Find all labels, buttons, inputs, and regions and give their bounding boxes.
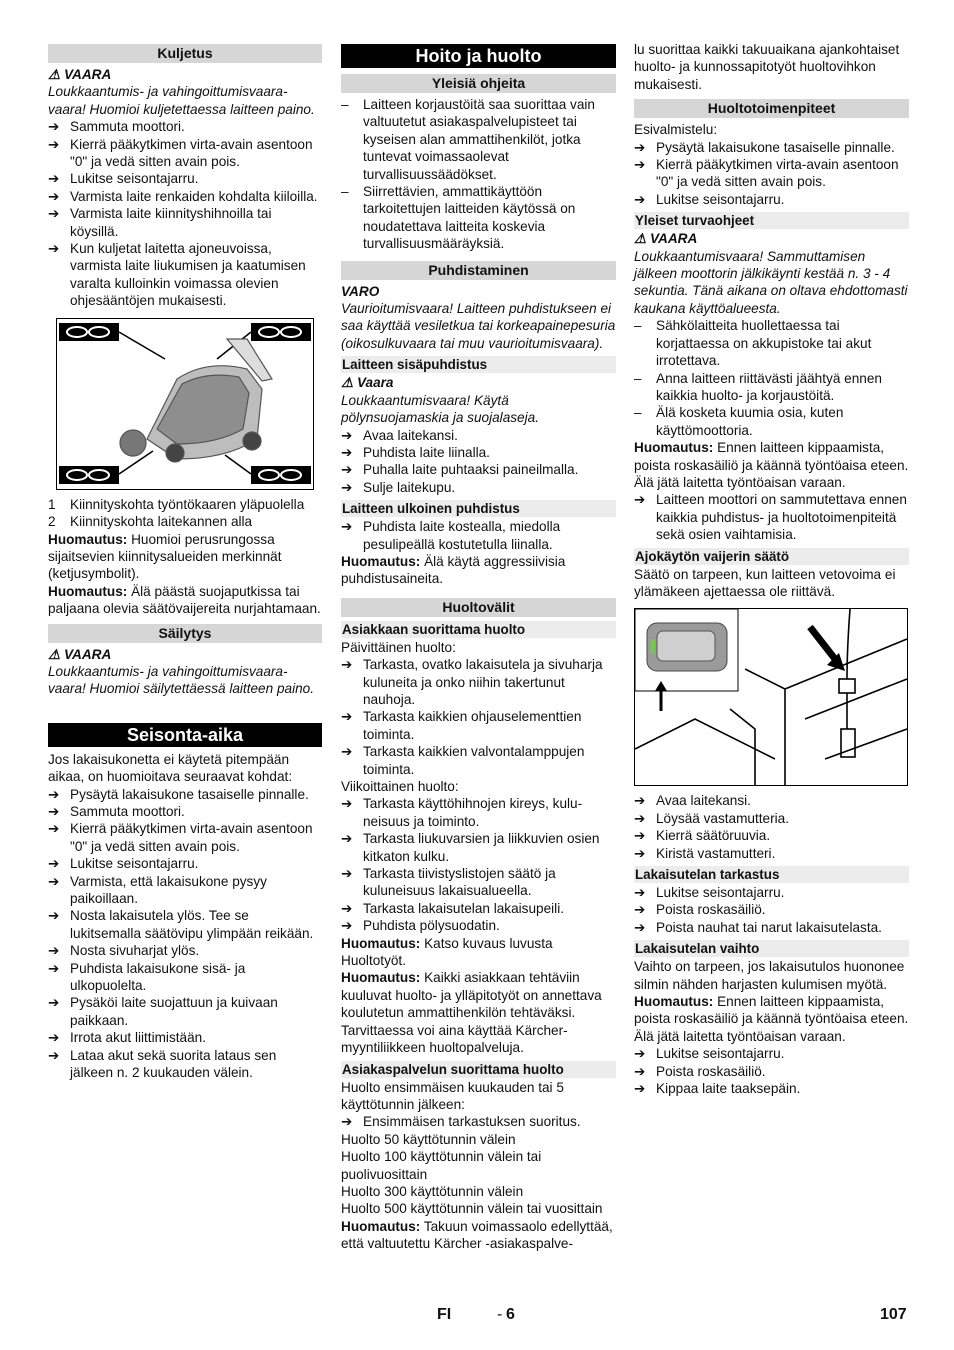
list-item: ➔ Ensimmäisen tarkastuksen suoritus. [341, 1114, 581, 1130]
list-item: ➔ Poista nauhat tai narut lakaisutelasta. [634, 919, 882, 935]
arrow-right-icon: ➔ [341, 1114, 353, 1130]
arrow-right-icon: ➔ [634, 139, 646, 155]
heading-sailytys: Säilytys [48, 624, 322, 643]
arrow-right-icon: ➔ [48, 786, 60, 802]
sweeper-tiedown-illustration [57, 319, 313, 489]
list-item: – Älä kosketa kuumia osia, kuten käyttömoottoria. [634, 405, 844, 438]
warning-text: Loukkaantumis- ja vahingoittumisvaara-vaara! Huomioi kuljetettaessa laitteen paino. [48, 84, 315, 117]
arrow-right-icon: ➔ [341, 444, 353, 460]
arrow-right-icon: ➔ [634, 191, 646, 207]
list-item: ➔ Lukitse seisontajarru. [634, 191, 785, 207]
ajokaytto-steps [634, 792, 909, 862]
list-item: – Anna laitteen riittävästi jäähtyä ennen kaikkia huolto- ja korjaustöitä. [634, 370, 882, 403]
list-item: ➔ Nosta lakaisutela ylös. Tee se lukitsemalla säätövipu ylimpään reikään. [48, 908, 314, 941]
warning-text: Loukkaantumisvaara! Käytä pölynsuojamaskia ja suojalaseja. [341, 392, 539, 426]
palvelu-intro: Huolto ensimmäisen kuukauden tai 5 käyttötunnin jälkeen: [341, 1079, 564, 1112]
arrow-right-icon: ➔ [634, 793, 646, 809]
list-item: ➔ Lukitse seisontajarru. [48, 856, 199, 872]
arrow-right-icon: ➔ [634, 492, 646, 508]
figure-legend [48, 496, 322, 531]
list-item: Huolto 100 käyttötunnin välein tai puolivuosittain [341, 1149, 542, 1182]
heading-kuljetus: Kuljetus [48, 44, 322, 63]
arrow-right-icon: ➔ [634, 810, 646, 826]
heading-ulkoinen-puhdistus: Laitteen ulkoinen puhdistus [341, 500, 616, 517]
list-item: ➔ Löysää vastamutteria. [634, 810, 789, 826]
legend-item: 2 Kiinnityskohta laitekannen alla [48, 514, 253, 530]
arrow-right-icon: ➔ [48, 943, 60, 959]
note: Huomautus: Älä päästä suojaputkissa tai paljaana olevia säätövaijereita nurjahtamaan. [48, 583, 321, 617]
seisonta-steps [48, 786, 322, 1082]
column-left [48, 38, 322, 1081]
list-item: ➔ Avaa laitekansi. [341, 427, 458, 443]
heading-asiakkaan-huolto: Asiakkaan suorittama huolto [341, 621, 616, 638]
heading-hoito-ja-huolto: Hoito ja huolto [341, 44, 616, 68]
list-item: ➔ Puhdista laite kostealla, miedolla pesulipeällä kostutetulla liinalla. [341, 519, 561, 552]
list-item: ➔ Kierrä pääkytkimen virta-avain asentoon "0" ja vedä sitten avain pois. [48, 821, 313, 854]
arrow-right-icon: ➔ [341, 796, 353, 812]
list-item: Huolto 50 käyttötunnin välein [341, 1131, 516, 1147]
heading-yleisia-ohjeita: Yleisiä ohjeita [341, 74, 616, 93]
heading-puhdistaminen: Puhdistaminen [341, 261, 616, 280]
cable-adjust-figure [634, 608, 908, 786]
arrow-right-icon: ➔ [48, 171, 60, 187]
arrow-right-icon: ➔ [341, 519, 353, 535]
list-item: ➔ Nosta sivuharjat ylös. [48, 943, 200, 959]
arrow-right-icon: ➔ [341, 657, 353, 673]
list-item: ➔ Lataa akut sekä suorita lataus sen jälkeen n. 2 kuukauden välein. [48, 1047, 277, 1081]
arrow-right-icon: ➔ [634, 885, 646, 900]
list-item: ➔ Laitteen moottori on sammutettava ennen kaikkia puhdistus- ja huoltotoimenpiteitä sekä osien vaihtamisia. [634, 492, 907, 543]
vaihto-text: Vaihto on tarpeen, jos lakaisutulos huononee silmin nähden harjasten kulumisen myötä. [634, 959, 905, 992]
list-item: Huolto 500 käyttötunnin välein tai vuosittain [341, 1201, 603, 1217]
heading-asiakaspalvelun-huolto: Asiakaspalvelun suorittama huolto [341, 1061, 616, 1078]
arrow-right-icon: ➔ [634, 828, 646, 844]
footer-local-page: 6 [506, 1306, 515, 1323]
heading-lakaisutelan-vaihto: Lakaisutelan vaihto [634, 940, 909, 957]
arrow-right-icon: ➔ [634, 1081, 646, 1097]
dash-bullet: – [634, 318, 642, 334]
toimenpiteet-steps [634, 139, 909, 209]
footer-separator: - [497, 1306, 503, 1323]
arrow-right-icon: ➔ [48, 136, 60, 152]
column-middle [341, 38, 616, 1253]
list-item: ➔ Tarkasta lakaisutelan lakaisupeili. [341, 900, 564, 916]
dash-bullet: – [634, 405, 642, 421]
arrow-right-icon: ➔ [634, 902, 646, 918]
arrow-right-icon: ➔ [341, 744, 353, 760]
kuljetus-steps [48, 118, 322, 309]
ajokaytto-text: Säätö on tarpeen, kun laitteen vetovoima ei ylämäkeen ajettaessa ole riittävä. [634, 566, 896, 599]
note: Huomautus: Takuun voimassaolo edellyttää, että valtuutettu Kärcher -asiakaspalve- [341, 1218, 613, 1252]
list-item: ➔ Tarkasta kaikkien ohjauselementtien toiminta. [341, 709, 582, 742]
list-item: ➔ Kun kuljetat laitetta ajoneuvoissa, varmista laite liukumisen ja kaatumisen varalta kulloinkin voimassa olevien ohjesääntöjen mukaisesti. [48, 241, 306, 309]
list-item: Huolto 300 käyttötunnin välein [341, 1183, 524, 1199]
list-item: ➔ Lukitse seisontajarru. [48, 171, 199, 187]
daily-steps [341, 656, 616, 778]
weekly-steps [341, 795, 616, 934]
tarkastus-steps [634, 884, 909, 936]
warning-title: ⚠ VAARA [634, 231, 698, 247]
list-item: ➔ Kierrä pääkytkimen virta-avain asentoon "0" ja vedä sitten avain pois. [48, 136, 313, 170]
dash-bullet: – [634, 370, 642, 386]
seisonta-intro: Jos lakaisukonetta ei käytetä pitempään aikaa, on huomioitava seuraavat kohdat: [48, 751, 293, 785]
list-item: – Laitteen korjaustöitä saa suorittaa vain valtuutetut asiakaspalvelupisteet tai kyseisen alan ammattihenkilöt, jotka tuntevat voimassaolevat turvallisuussäädökset. [341, 97, 595, 182]
arrow-right-icon: ➔ [48, 1030, 60, 1046]
list-item: ➔ Kippaa laite taaksepäin. [634, 1081, 801, 1097]
arrow-right-icon: ➔ [341, 709, 353, 725]
heading-yleiset-turvaohjeet: Yleiset turvaohjeet [634, 212, 909, 229]
list-item: ➔ Tarkasta tiivistyslistojen säätö ja kuluneisuus lakaisualueella. [341, 866, 556, 899]
list-item: ➔ Kiristä vastamutteri. [634, 845, 776, 861]
arrow-right-icon: ➔ [48, 803, 60, 819]
arrow-right-icon: ➔ [634, 919, 646, 935]
dash-bullet: – [341, 97, 349, 112]
transport-figure [56, 318, 314, 490]
list-item: ➔ Sulje laitekupu. [341, 479, 456, 495]
list-item: ➔ Varmista laite renkaiden kohdalta kiiloilla. [48, 188, 318, 204]
heading-sisapuhdistus: Laitteen sisäpuhdistus [341, 356, 616, 373]
arrow-right-icon: ➔ [48, 960, 60, 976]
ulkoinen-steps [341, 518, 616, 553]
list-item: ➔ Kierrä pääkytkimen virta-avain asentoon "0" ja vedä sitten avain pois. [634, 157, 899, 190]
vaihto-steps [634, 1045, 909, 1097]
list-item: ➔ Puhdista pölysuodatin. [341, 918, 500, 934]
arrow-right-icon: ➔ [341, 918, 353, 934]
list-item: ➔ Tarkasta, ovatko lakaisutela ja sivuharja kuluneita ja onko niihin takertunut nauhoja. [341, 657, 603, 707]
turva-items [634, 317, 909, 439]
arrow-right-icon: ➔ [341, 427, 353, 443]
list-item: ➔ Puhdista laite liinalla. [341, 444, 490, 460]
arrow-right-icon: ➔ [634, 1063, 646, 1079]
arrow-right-icon: ➔ [341, 479, 353, 495]
list-item: ➔ Tarkasta kaikkien valvontalamppujen toiminta. [341, 744, 585, 777]
arrow-right-icon: ➔ [48, 1047, 60, 1063]
list-item: ➔ Pysäköi laite suojattuun ja kuivaan paikkaan. [48, 995, 278, 1028]
note: Huomautus: Älä käytä aggressiivisia puhdistusaineita. [341, 553, 566, 587]
legend-item: 1 Kiinnityskohta työntökaaren yläpuolella [48, 496, 305, 512]
caution-title: VARO [341, 283, 380, 299]
footer-language: FI [437, 1306, 452, 1323]
arrow-right-icon: ➔ [48, 188, 60, 204]
yleisia-items [341, 96, 616, 253]
list-item: ➔ Varmista, että lakaisukone pysyy paikoillaan. [48, 873, 267, 906]
list-item: ➔ Lukitse seisontajarru. [634, 1046, 785, 1062]
list-item: ➔ Irrota akut liittimistään. [48, 1030, 206, 1046]
warning-title: ⚠ VAARA [48, 67, 112, 82]
note: Huomautus: Katso kuvaus luvusta Huoltotyöt. [341, 935, 553, 969]
caution-text: Vaurioitumisvaara! Laitteen puhdistukseen ei saa käyttää vesiletkua tai korkeapainepesuria (oikosulkuvaara tai muu vaurioitumisvaara). [341, 301, 616, 351]
arrow-right-icon: ➔ [341, 831, 353, 847]
list-item: ➔ Tarkasta liukuvarsien ja liikkuvien osien kitkaton kulku. [341, 831, 600, 864]
list-item: ➔ Avaa laitekansi. [634, 793, 751, 809]
weekly-label: Viikoittainen huolto: [341, 779, 459, 794]
note: Huomautus: Ennen laitteen kippaamista, poista roskasäiliö ja käännä työntöaisa eteen. Älä jätä laitetta työntöaisan varaan. [634, 994, 909, 1044]
arrow-right-icon: ➔ [48, 908, 60, 924]
warning-title: ⚠ Vaara [341, 375, 394, 391]
heading-ajokaytto: Ajokäytön vaijerin säätö [634, 548, 909, 565]
heading-huoltovalit: Huoltovälit [341, 598, 616, 617]
heading-huoltotoimenpiteet: Huoltotoimenpiteet [634, 99, 909, 118]
note: Huomautus: Ennen laitteen kippaamista, poista roskasäiliö ja käännä työntöaisa eteen. Älä jätä laitetta työntöaisan varaan. [634, 440, 909, 490]
heading-lakaisutelan-tarkastus: Lakaisutelan tarkastus [634, 866, 909, 883]
list-item: ➔ Pysäytä lakaisukone tasaiselle pinnalle. [48, 786, 309, 802]
list-item: ➔ Poista roskasäiliö. [634, 902, 766, 918]
arrow-right-icon: ➔ [48, 821, 60, 837]
cable-adjustment-illustration [635, 609, 907, 785]
list-item: – Sähkölaitteita huollettaessa tai korjattaessa on akkupistoke tai akut irrotettava. [634, 318, 872, 369]
arrow-right-icon: ➔ [341, 462, 353, 478]
list-item: ➔ Poista roskasäiliö. [634, 1063, 766, 1079]
note: Huomautus: Kaikki asiakkaan tehtäviin kuuluvat huolto- ja ylläpitotyöt on annettava koulutetun ammattihenkilön tehtäväksi. Tarvittaessa voi aina käyttää Kärcher-myyntiliikkeen huoltopalveluja. [341, 970, 602, 1056]
arrow-right-icon: ➔ [341, 866, 353, 882]
heading-seisonta-aika: Seisonta-aika [48, 723, 322, 747]
footer-page-number: 107 [880, 1306, 907, 1323]
arrow-right-icon: ➔ [48, 873, 60, 889]
list-item: ➔ Kierrä säätöruuvia. [634, 828, 771, 844]
arrow-right-icon: ➔ [48, 856, 60, 872]
arrow-right-icon: ➔ [48, 119, 60, 135]
list-item: – Siirrettävien, ammattikäyttöön tarkoitettujen laitteiden käytössä on noudatettava laitteita koskevia turvallisuusmääräyksiä. [341, 184, 576, 252]
arrow-right-icon: ➔ [634, 157, 646, 173]
list-item: ➔ Sammuta moottori. [48, 803, 185, 819]
list-item: ➔ Varmista laite kiinnityshihnoilla tai köysillä. [48, 206, 272, 239]
column-right [634, 38, 909, 1097]
list-item: ➔ Tarkasta käyttöhihnojen kireys, kulu-neisuus ja toiminto. [341, 796, 583, 829]
dash-bullet: – [341, 184, 349, 200]
arrow-right-icon: ➔ [48, 206, 60, 222]
arrow-right-icon: ➔ [48, 241, 60, 257]
list-item: ➔ Lukitse seisontajarru. [634, 885, 785, 900]
note: Huomautus: Huomioi perusrungossa sijaitsevien kiinnitysalueiden merkinnät (ketjusymbolit). [48, 531, 282, 582]
continuation-text: lu suorittaa kaikki takuuaikana ajankohtaiset huolto- ja kunnossapitotyöt huoltovihkon mukaisesti. [634, 42, 900, 92]
warning-title: ⚠ VAARA [48, 646, 112, 662]
palvelu-lines [341, 1131, 616, 1218]
list-item: ➔ Puhdista lakaisukone sisä- ja ulkopuolelta. [48, 960, 246, 994]
list-item: ➔ Puhalla laite puhtaaksi paineilmalla. [341, 462, 579, 478]
sisapuhdistus-steps [341, 427, 616, 497]
esivalmistelu-label: Esivalmistelu: [634, 122, 718, 138]
warning-text: Loukkaantumis- ja vahingoittumisvaara-vaara! Huomioi säilytettäessä laitteen paino. [48, 663, 314, 697]
daily-label: Päivittäinen huolto: [341, 639, 456, 655]
list-item: ➔ Pysäytä lakaisukone tasaiselle pinnalle. [634, 139, 895, 155]
arrow-right-icon: ➔ [634, 1046, 646, 1062]
warning-text: Loukkaantumisvaara! Sammuttamisen jälkeen moottorin jälkikäynti kestää n. 3 - 4 sekuntia. Tänä aikana on oltava ehdottomasti kaukana käyttöalueesta. [634, 248, 908, 316]
arrow-right-icon: ➔ [634, 845, 646, 861]
arrow-right-icon: ➔ [341, 900, 353, 916]
list-item: ➔ Sammuta moottori. [48, 119, 185, 135]
arrow-right-icon: ➔ [48, 995, 60, 1011]
